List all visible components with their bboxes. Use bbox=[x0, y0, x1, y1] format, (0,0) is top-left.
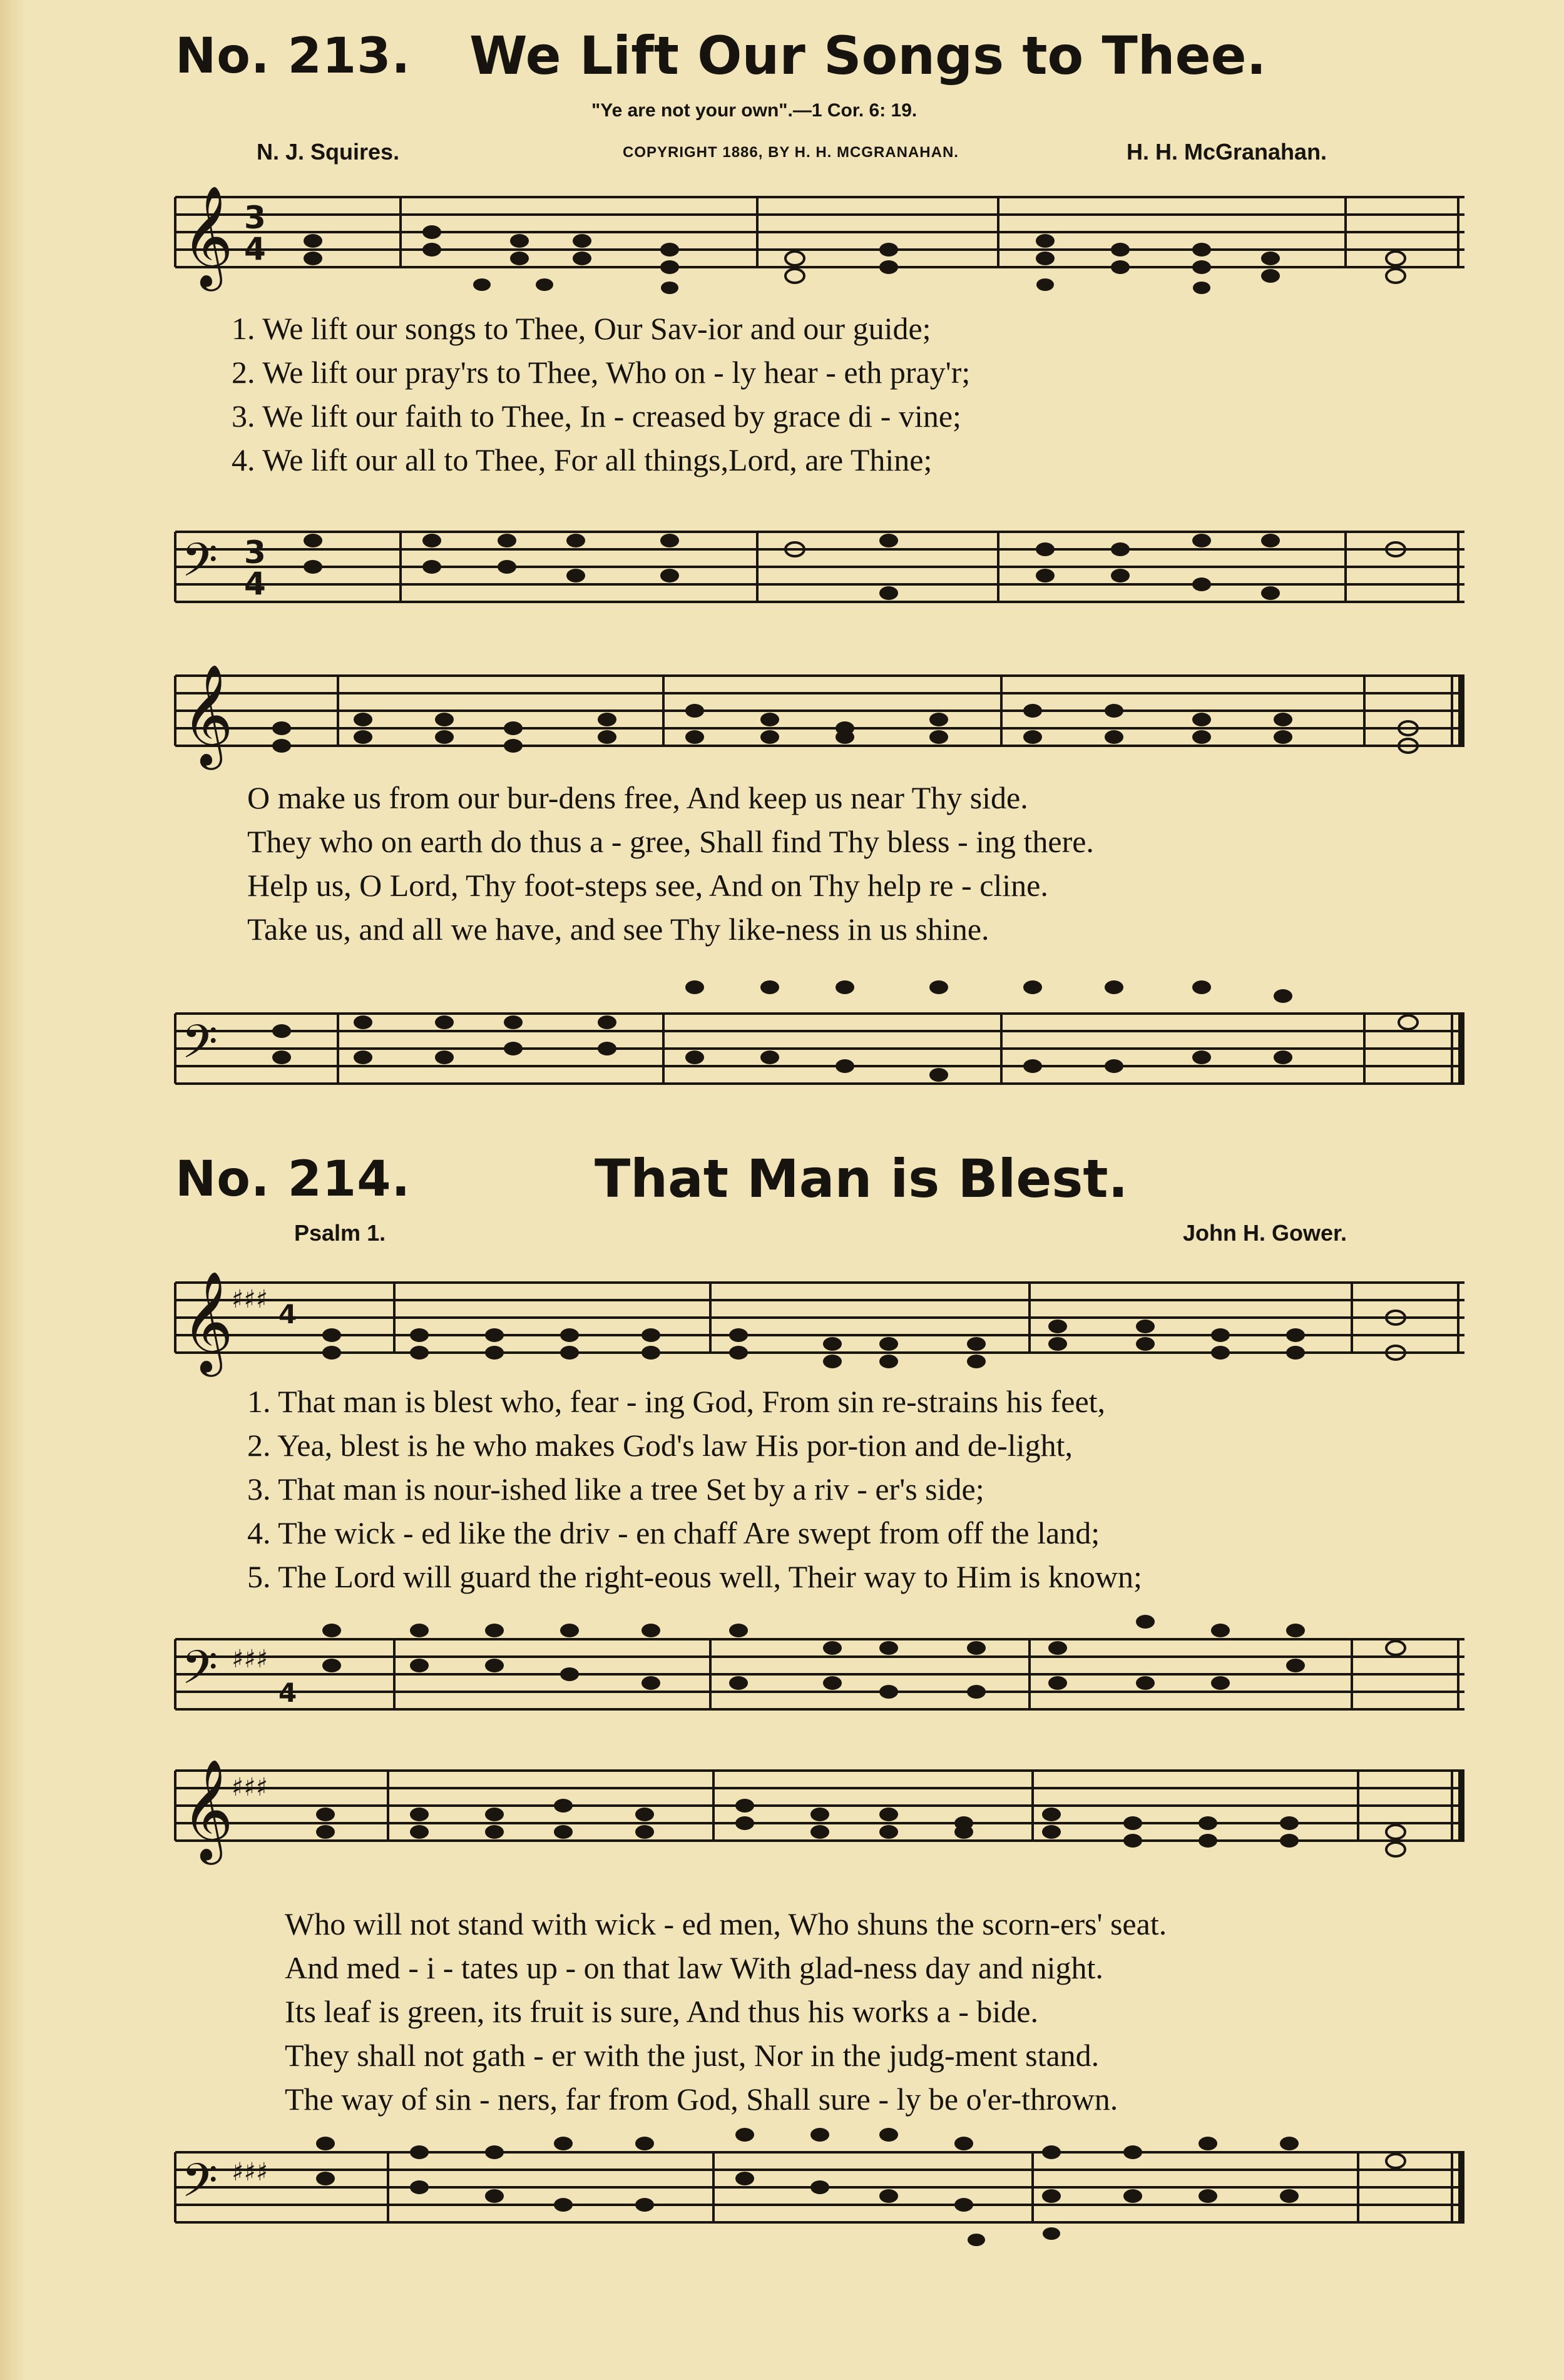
hymn-title: We Lift Our Songs to Thee. bbox=[469, 25, 1267, 86]
epigraph: "Ye are not your own".—1 Cor. 6: 19. bbox=[591, 100, 917, 121]
verse-line: 2. We lift our pray'rs to Thee, Who on - ly hear - eth pray'r; bbox=[232, 355, 971, 390]
verse-line: The way of sin - ners, far from God, Shall sure - ly be o'er-thrown. bbox=[285, 2082, 1118, 2117]
svg-text:𝄢: 𝄢 bbox=[181, 533, 218, 599]
verse-line: 3. We lift our faith to Thee, In - creased by grace di - vine; bbox=[232, 399, 961, 434]
verse-line: They who on earth do thus a - gree, Shall find Thy bless - ing there. bbox=[247, 824, 1094, 859]
author: Psalm 1. bbox=[294, 1220, 386, 1246]
verse-line: 2. Yea, blest is he who makes God's law His por-tion and de-light, bbox=[247, 1428, 1073, 1463]
verse-line: Take us, and all we have, and see Thy like-ness in us shine. bbox=[247, 912, 989, 947]
svg-text:3: 3 bbox=[244, 534, 266, 571]
treble-staff bbox=[169, 1746, 1471, 1896]
verse-line: 4. We lift our all to Thee, For all things,Lord, are Thine; bbox=[232, 442, 933, 477]
verse-line: 5. The Lord will guard the right-eous well, Their way to Him is known; bbox=[247, 1559, 1142, 1594]
verse-line: Who will not stand with wick - ed men, Who shuns the scorn-ers' seat. bbox=[285, 1906, 1167, 1941]
verse-line: 1. That man is blest who, fear - ing God, From sin re-strains his feet, bbox=[247, 1384, 1106, 1419]
verse-line: Its leaf is green, its fruit is sure, And thus his works a - bide. bbox=[285, 1994, 1038, 2029]
svg-text:𝄞: 𝄞 bbox=[181, 1759, 233, 1861]
verses-system-1 bbox=[232, 307, 970, 482]
hymn-number: No. 213. bbox=[175, 28, 411, 84]
svg-text:♯♯♯: ♯♯♯ bbox=[232, 2158, 268, 2187]
svg-text:𝄢: 𝄢 bbox=[181, 2154, 218, 2219]
page-edge bbox=[0, 0, 25, 2380]
svg-text:𝄞: 𝄞 bbox=[181, 1271, 233, 1373]
author: N. J. Squires. bbox=[257, 139, 400, 165]
bass-staff bbox=[169, 964, 1471, 1114]
svg-text:4: 4 bbox=[279, 1299, 297, 1330]
svg-text:𝄢: 𝄢 bbox=[181, 1640, 218, 1706]
svg-text:♯♯♯: ♯♯♯ bbox=[232, 1285, 268, 1314]
svg-text:4: 4 bbox=[244, 566, 266, 602]
verse-line: 3. That man is nour-ished like a tree Set by a riv - er's side; bbox=[247, 1472, 984, 1507]
svg-text:4: 4 bbox=[244, 231, 266, 267]
treble-staff bbox=[169, 651, 1471, 776]
svg-text:𝄞: 𝄞 bbox=[181, 664, 233, 766]
hymn-number: No. 214. bbox=[175, 1151, 411, 1208]
verse-line: They shall not gath - er with the just, Nor in the judg-ment stand. bbox=[285, 2038, 1100, 2073]
svg-text:♯♯♯: ♯♯♯ bbox=[232, 1645, 268, 1674]
svg-text:4: 4 bbox=[279, 1677, 297, 1708]
svg-text:𝄞: 𝄞 bbox=[181, 185, 233, 287]
svg-text:♯♯♯: ♯♯♯ bbox=[232, 1773, 268, 1802]
hymn-title: That Man is Blest. bbox=[595, 1148, 1128, 1209]
treble-staff bbox=[169, 185, 1471, 310]
svg-text:3: 3 bbox=[244, 200, 266, 236]
composer: John H. Gower. bbox=[1183, 1220, 1347, 1246]
bass-staff bbox=[169, 1608, 1471, 1733]
verse-line: Help us, O Lord, Thy foot-steps see, And on Thy help re - cline. bbox=[247, 868, 1048, 903]
bass-staff bbox=[169, 501, 1471, 638]
verse-line: O make us from our bur-dens free, And keep us near Thy side. bbox=[247, 780, 1028, 815]
verses-system-2 bbox=[247, 776, 1094, 951]
composer: H. H. McGranahan. bbox=[1127, 139, 1327, 165]
copyright: COPYRIGHT 1886, BY H. H. MCGRANAHAN. bbox=[623, 144, 959, 161]
verse-line: 1. We lift our songs to Thee, Our Sav-ior and our guide; bbox=[232, 311, 931, 346]
bass-staff bbox=[169, 2121, 1471, 2284]
svg-text:𝄢: 𝄢 bbox=[181, 1015, 218, 1081]
treble-staff bbox=[169, 1258, 1471, 1383]
verses-system-1 bbox=[247, 1380, 1142, 1599]
verse-line: 4. The wick - ed like the driv - en chaff Are swept from off the land; bbox=[247, 1515, 1100, 1550]
verse-line: And med - i - tates up - on that law With glad-ness day and night. bbox=[285, 1950, 1103, 1985]
verses-system-2 bbox=[285, 1902, 1167, 2121]
